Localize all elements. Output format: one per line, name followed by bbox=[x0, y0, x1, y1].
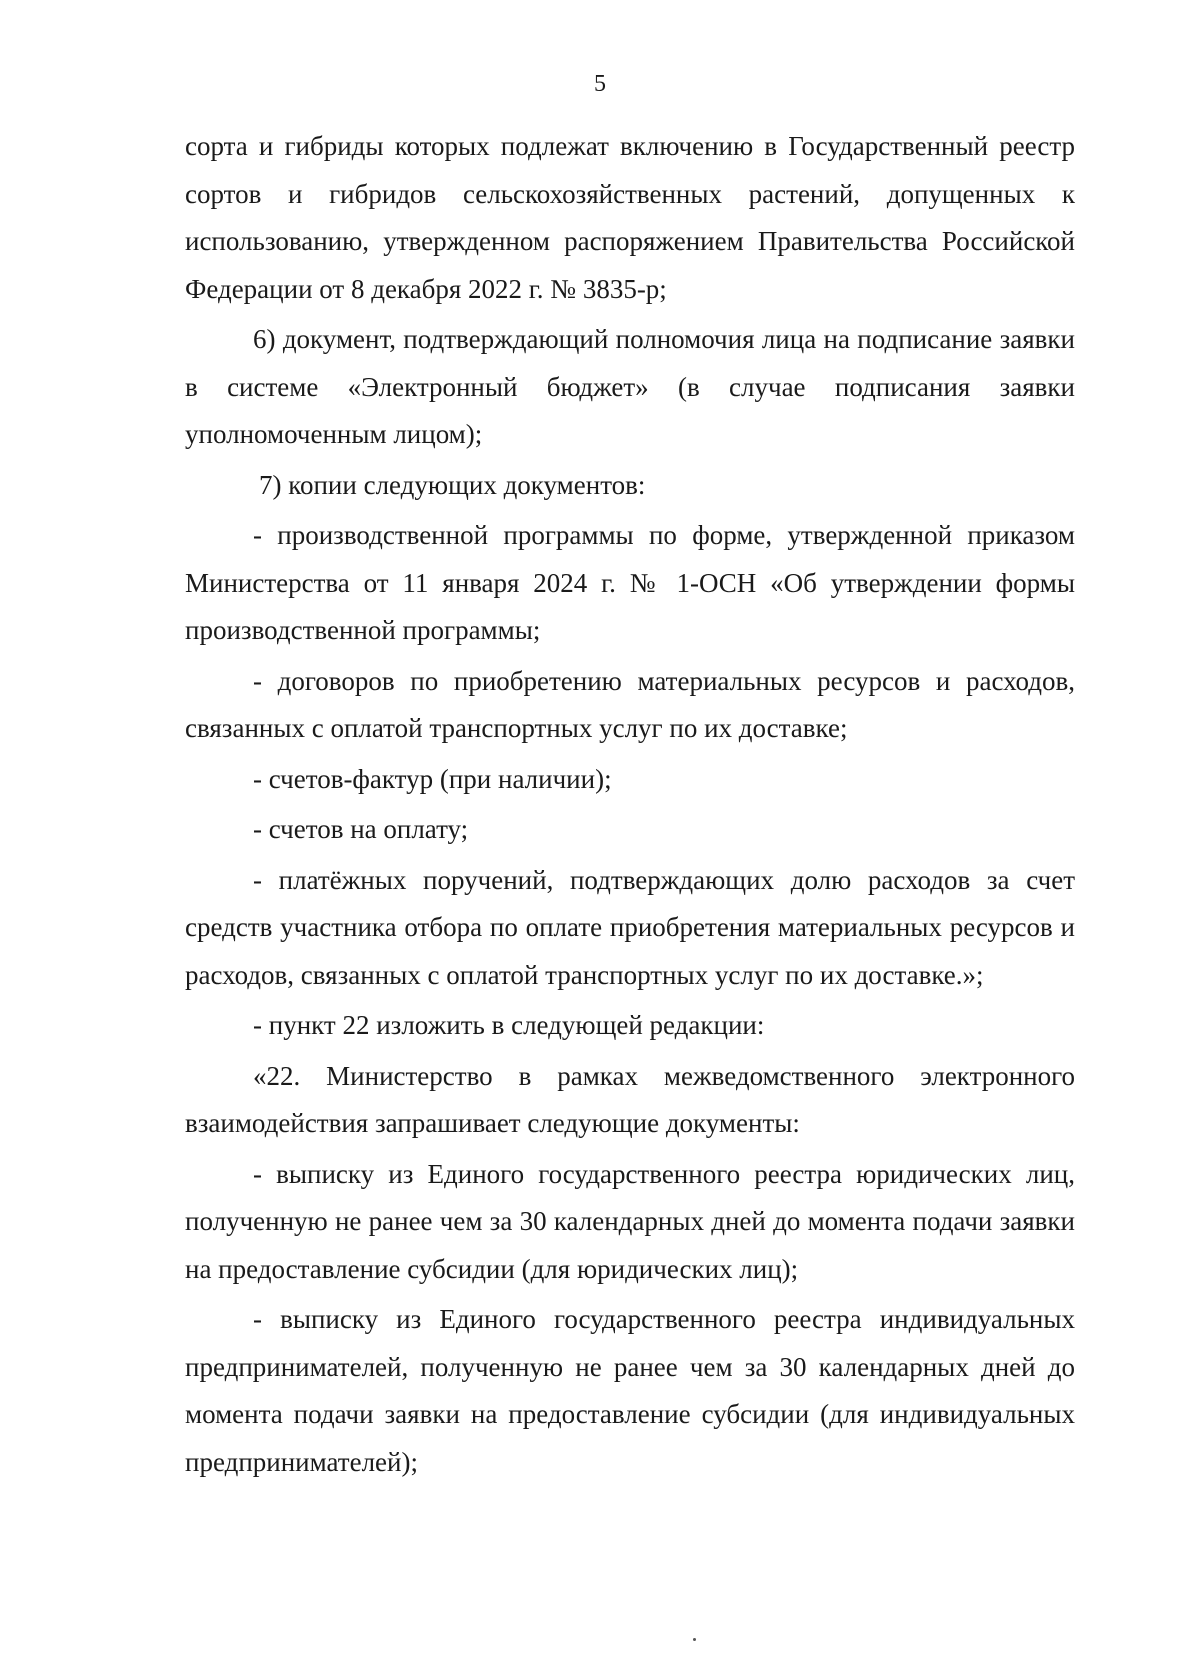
paragraph-item-7: 7) копии следующих документов: bbox=[259, 469, 646, 500]
paragraph-egrip-extract: - выписку из Единого государственного реестра индивидуальных предпринимателей, полученную не ранее чем за 30 календарных дней до момента подачи заявки на предоставление субсидии (для индивидуальных предпринимателей); bbox=[185, 1304, 1075, 1477]
paragraph-continuation: сорта и гибриды которых подлежат включению в Государственный реестр сортов и гибридов сельскохозяйственных растений, допущенных к использованию, утвержденном распоряжением Правительства Российской Федерации от 8 декабря 2022 г. № 3835-р; bbox=[185, 131, 1075, 304]
paragraph-clause-22: «22. Министерство в рамках межведомственного электронного взаимодействия запрашивает следующие документы: bbox=[185, 1060, 1075, 1138]
paragraph-production-program: - производственной программы по форме, утвержденной приказом Министерства от 11 января 2024 г. № 1-ОСН «Об утверждении формы производственной программы; bbox=[185, 520, 1075, 645]
paragraph-egrul-extract: - выписку из Единого государственного реестра юридических лиц, полученную не ранее чем за 30 календарных дней до момента подачи заявки на предоставление субсидии (для юридических лиц); bbox=[185, 1158, 1075, 1284]
paragraph-item-6: 6) документ, подтверждающий полномочия лица на подписание заявки в системе «Электронный бюджет» (в случае подписания заявки уполномоченным лицом); bbox=[185, 324, 1075, 449]
document-body bbox=[185, 123, 1075, 1486]
paragraph-invoices: - счетов-фактур (при наличии); bbox=[253, 763, 612, 794]
paragraph-contracts: - договоров по приобретению материальных ресурсов и расходов, связанных с оплатой транспортных услуг по их доставке; bbox=[185, 665, 1075, 743]
scan-speck bbox=[693, 1638, 696, 1641]
paragraph-clause-22-instruction: - пункт 22 изложить в следующей редакции: bbox=[253, 1010, 765, 1040]
paragraph-payment-bills: - счетов на оплату; bbox=[253, 814, 469, 844]
page-number: 5 bbox=[594, 71, 606, 97]
paragraph-payment-orders: - платёжных поручений, подтверждающих долю расходов за счет средств участника отбора по оплате приобретения материальных ресурсов и расходов, связанных с оплатой транспортных услуг по их доставке.»; bbox=[185, 864, 1075, 990]
